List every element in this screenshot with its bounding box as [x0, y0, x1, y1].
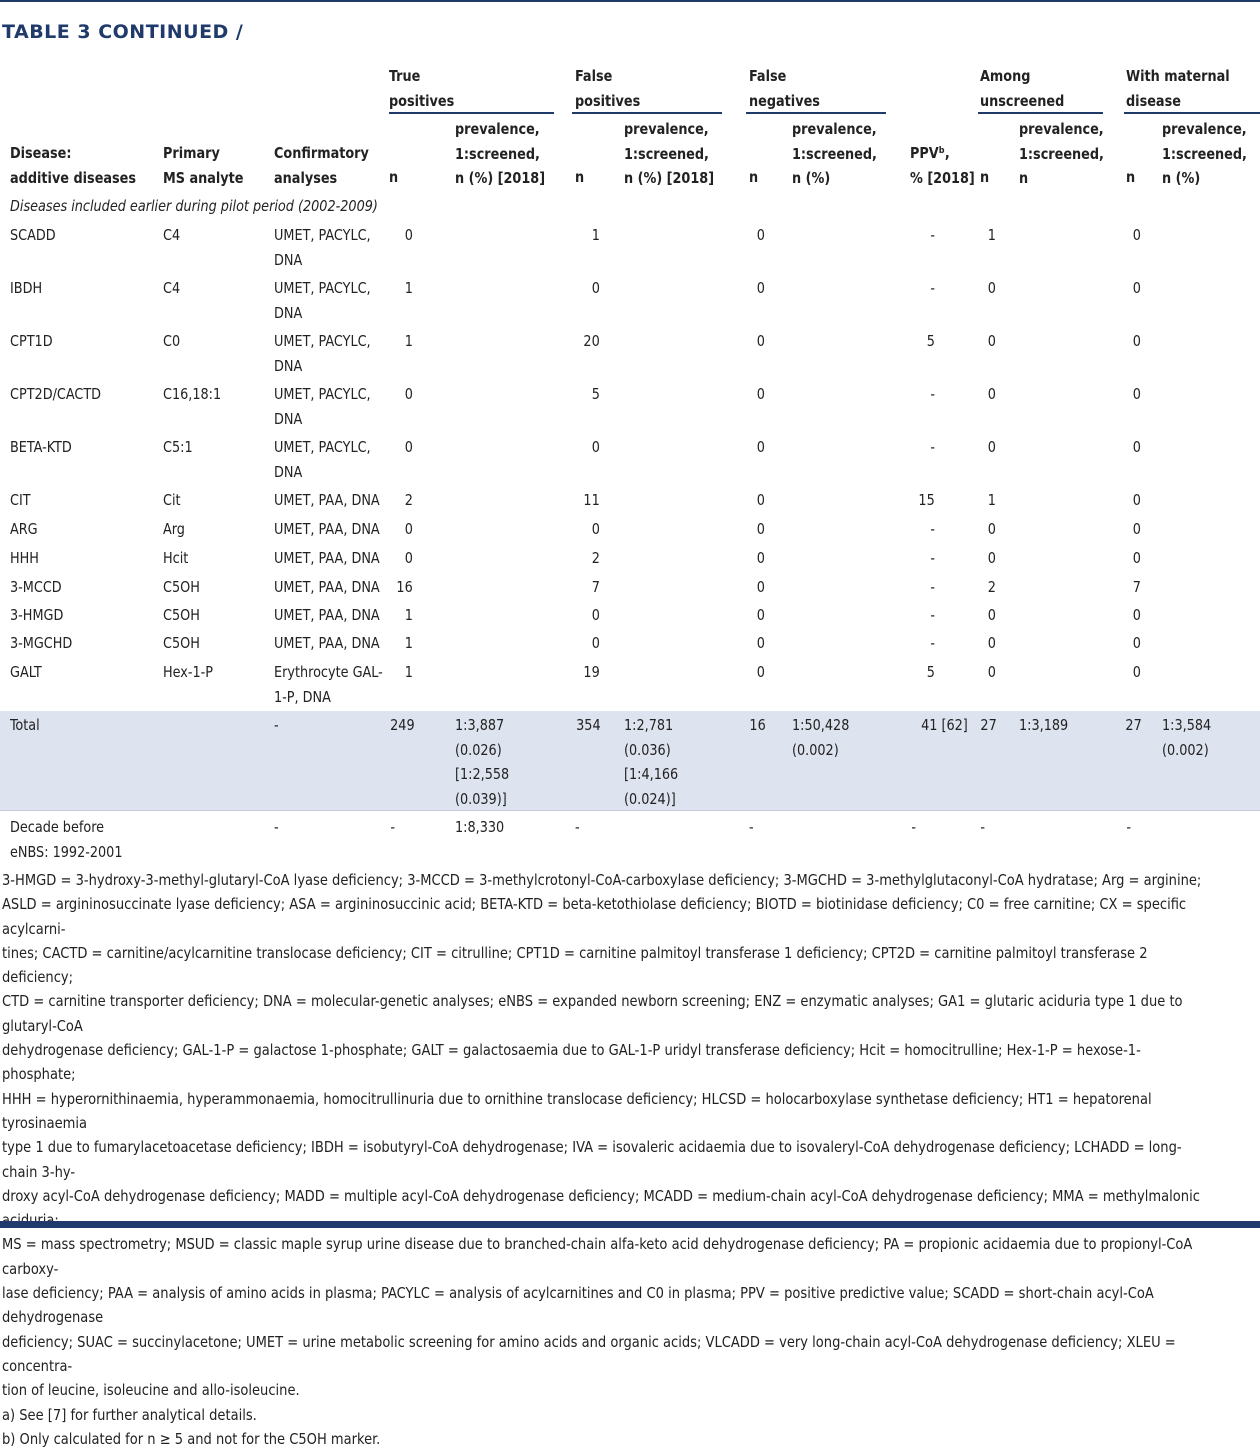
row-false-positives-n: 20	[583, 332, 600, 350]
abbreviation-line: dehydrogenase deficiency; GAL-1-P = galactose 1-phosphate; GALT = galactosaemia due to GAL-1-P uridyl transferase deficiency; Hcit = homocitrulline; Hex-1-P = hexose-1-phosphate;	[2, 1041, 1141, 1084]
row-unscreened-n: 1	[987, 491, 996, 509]
row-false-positives-n: 0	[591, 606, 600, 624]
row-true-positives-n: 16	[396, 578, 413, 596]
row-confirmatory-analyses: UMET, PAA, DNA	[274, 578, 380, 596]
row-disease-name: ARG	[10, 520, 38, 538]
row-disease-name: CPT2D/CACTD	[10, 385, 102, 403]
abbreviation-line: HHH = hyperornithinaemia, hyperammonaemia, homocitrullinuria due to ornithine translocase deficiency; HLCSD = holocarboxylase synthetase deficiency; HT1 = hepatorenal tyrosinaemia	[2, 1089, 1152, 1132]
row-disease-name: 3-MCCD	[10, 578, 62, 596]
group-header-false-positives: False positives	[575, 67, 641, 110]
col-header-maternal-n: n	[1126, 168, 1136, 186]
row-primary-analyte: Cit	[163, 491, 181, 509]
row-false-negatives-n: 0	[756, 634, 765, 652]
row-unscreened-n: 0	[987, 634, 996, 652]
col-header-confirmatory-analyses: Confirmatory analyses	[274, 144, 369, 187]
col-header-maternal-prevalence: prevalence, 1:screened, n (%)	[1162, 120, 1247, 187]
section-label-pilot-period: Diseases included earlier during pilot period (2002-2009)	[10, 197, 378, 215]
group-underline-false-positives	[572, 112, 722, 114]
row-false-positives-n: 1	[591, 226, 600, 244]
row-disease-name: BETA-KTD	[10, 438, 72, 456]
total-maternal-prevalence: 1:3,584 (0.002)	[1162, 716, 1212, 759]
total-label: Total	[10, 716, 40, 734]
col-header-fn-n: n	[749, 168, 759, 186]
row-false-negatives-n: 0	[756, 438, 765, 456]
col-header-disease: Disease: additive diseases	[10, 144, 137, 187]
row-disease-name: CIT	[10, 491, 31, 509]
row-unscreened-n: 0	[987, 663, 996, 681]
row-maternal-n: 0	[1132, 520, 1141, 538]
row-maternal-n: 0	[1132, 634, 1141, 652]
abbreviation-line: MS = mass spectrometry; MSUD = classic maple syrup urine disease due to branched-chain alfa-keto acid dehydrogenase deficiency; PA = propionic acidaemia due to propionyl-CoA carboxy-	[2, 1235, 1193, 1278]
row-unscreened-n: 2	[987, 578, 996, 596]
col-header-tp-prevalence: prevalence, 1:screened, n (%) [2018]	[455, 120, 546, 187]
decade-false-negatives-n: -	[749, 818, 754, 836]
group-underline-true-positives	[389, 112, 554, 114]
footnotes	[2, 868, 1211, 1451]
row-disease-name: 3-MGCHD	[10, 634, 73, 652]
row-unscreened-n: 0	[987, 606, 996, 624]
col-header-primary-ms-analyte: Primary MS analyte	[163, 144, 244, 187]
group-underline-among-unscreened	[978, 112, 1103, 114]
col-header-unscreened-n: n	[980, 168, 990, 186]
row-disease-name: GALT	[10, 663, 42, 681]
col-header-fp-prevalence: prevalence, 1:screened, n (%) [2018]	[624, 120, 715, 187]
row-false-positives-n: 19	[583, 663, 600, 681]
row-false-positives-n: 11	[583, 491, 600, 509]
group-header-among-unscreened: Among unscreened	[980, 67, 1065, 110]
row-true-positives-n: 1	[404, 332, 413, 350]
abbreviation-line: ASLD = argininosuccinate lyase deficiency; ASA = argininosuccinic acid; BETA-KTD = beta-ketothiolase deficiency; BIOTD = biotinidase deficiency; C0 = free carnitine; CX = specific acylcarni-	[2, 895, 1187, 938]
row-primary-analyte: C4	[163, 226, 181, 244]
row-disease-name: SCADD	[10, 226, 56, 244]
group-header-true-positives: True positives	[389, 67, 455, 110]
row-ppv: 5	[926, 663, 935, 681]
row-confirmatory-analyses: UMET, PACYLC, DNA	[274, 332, 371, 375]
row-confirmatory-analyses: UMET, PAA, DNA	[274, 634, 380, 652]
row-maternal-n: 7	[1132, 578, 1141, 596]
decade-prevalence: 1:8,330	[455, 818, 505, 836]
row-true-positives-n: 1	[404, 606, 413, 624]
row-true-positives-n: 0	[404, 226, 413, 244]
row-primary-analyte: C16,18:1	[163, 385, 222, 403]
row-false-negatives-n: 0	[756, 491, 765, 509]
row-confirmatory-analyses: UMET, PACYLC, DNA	[274, 438, 371, 481]
row-maternal-n: 0	[1132, 438, 1141, 456]
row-ppv: 5	[926, 332, 935, 350]
row-confirmatory-analyses: UMET, PACYLC, DNA	[274, 279, 371, 322]
group-underline-with-maternal-disease	[1124, 112, 1260, 114]
col-header-fn-prevalence: prevalence, 1:screened, n (%)	[792, 120, 877, 187]
total-unscreened-n: 27	[980, 716, 997, 734]
table-title: TABLE 3 CONTINUED /	[2, 21, 244, 43]
row-false-positives-n: 0	[591, 634, 600, 652]
row-maternal-n: 0	[1132, 279, 1141, 297]
abbreviation-line: deficiency; SUAC = succinylacetone; UMET = urine metabolic screening for amino acids and organic acids; VLCADD = very long-chain acyl-CoA dehydrogenase deficiency; XLEU = concentra-	[2, 1332, 1176, 1375]
decade-confirmatory: -	[274, 818, 279, 836]
row-unscreened-n: 0	[987, 385, 996, 403]
total-true-positives-n: 249	[390, 716, 415, 734]
row-true-positives-n: 1	[404, 663, 413, 681]
row-confirmatory-analyses: UMET, PAA, DNA	[274, 549, 380, 567]
row-ppv: -	[930, 606, 935, 624]
decade-false-positives-n: -	[575, 818, 580, 836]
top-rule	[0, 0, 1260, 2]
row-unscreened-n: 0	[987, 549, 996, 567]
row-confirmatory-analyses: UMET, PAA, DNA	[274, 520, 380, 538]
group-header-false-negatives: False negatives	[749, 67, 820, 110]
row-primary-analyte: C5OH	[163, 634, 200, 652]
row-primary-analyte: C5:1	[163, 438, 193, 456]
decade-ppv: -	[911, 818, 916, 836]
row-disease-name: CPT1D	[10, 332, 53, 350]
row-false-positives-n: 0	[591, 520, 600, 538]
row-disease-name: HHH	[10, 549, 39, 567]
row-disease-name: IBDH	[10, 279, 43, 297]
row-false-positives-n: 2	[591, 549, 600, 567]
row-false-negatives-n: 0	[756, 332, 765, 350]
abbreviation-line: droxy acyl-CoA dehydrogenase deficiency; MADD = multiple acyl-CoA dehydrogenase deficiency; MCADD = medium-chain acyl-CoA dehydrogenase deficiency; MMA = methylmalonic	[2, 1186, 1200, 1205]
total-true-positives-prevalence: 1:3,887 (0.026) [1:2,558 (0.039)]	[455, 716, 510, 808]
abbreviation-line: CTD = carnitine transporter deficiency; DNA = molecular-genetic analyses; eNBS = expanded newborn screening; ENZ = enzymatic analyses; GA1 = glutaric aciduria type 1 due to glutaryl-CoA	[2, 992, 1183, 1035]
row-maternal-n: 0	[1132, 549, 1141, 567]
total-unscreened-prevalence: 1:3,189	[1019, 716, 1069, 734]
bottom-rule	[0, 1221, 1260, 1228]
row-unscreened-n: 0	[987, 520, 996, 538]
decade-label: Decade before eNBS: 1992-2001	[10, 818, 123, 861]
row-false-negatives-n: 0	[756, 549, 765, 567]
row-ppv: -	[930, 279, 935, 297]
row-ppv: -	[930, 226, 935, 244]
row-confirmatory-analyses: UMET, PAA, DNA	[274, 491, 380, 509]
row-false-negatives-n: 0	[756, 520, 765, 538]
row-true-positives-n: 0	[404, 549, 413, 567]
decade-true-positives-n: -	[390, 818, 395, 836]
row-maternal-n: 0	[1132, 663, 1141, 681]
footnote-marker-line: b) Only calculated for n ≥ 5 and not for the C5OH marker.	[2, 1429, 381, 1448]
col-header-tp-n: n	[389, 168, 399, 186]
row-maternal-n: 0	[1132, 385, 1141, 403]
abbreviation-line: type 1 due to fumarylacetoacetase deficiency; IBDH = isobutyryl-CoA dehydrogenase; IVA = isovaleric acidaemia due to isovaleryl-CoA dehydrogenase deficiency; LCHADD = long-chain 3-hy-	[2, 1138, 1182, 1181]
row-confirmatory-analyses: UMET, PACYLC, DNA	[274, 385, 371, 428]
total-false-positives-n: 354	[576, 716, 601, 734]
row-unscreened-n: 0	[987, 279, 996, 297]
row-false-negatives-n: 0	[756, 226, 765, 244]
total-maternal-n: 27	[1125, 716, 1142, 734]
total-false-negatives-n: 16	[749, 716, 766, 734]
row-ppv: -	[930, 438, 935, 456]
col-header-ppv: PPVᵇ, % [2018]	[910, 144, 975, 187]
total-ppv: 41 [62]	[921, 716, 968, 734]
row-confirmatory-analyses: UMET, PAA, DNA	[274, 606, 380, 624]
row-ppv: 15	[918, 491, 935, 509]
col-header-unscreened-prevalence: prevalence, 1:screened, n	[1019, 120, 1104, 187]
row-false-positives-n: 0	[591, 438, 600, 456]
col-header-fp-n: n	[575, 168, 585, 186]
row-confirmatory-analyses: Erythrocyte GAL- 1-P, DNA	[274, 663, 383, 706]
row-false-negatives-n: 0	[756, 578, 765, 596]
abbreviation-line: 3-HMGD = 3-hydroxy-3-methyl-glutaryl-CoA lyase deficiency; 3-MCCD = 3-methylcrotonyl-CoA-carboxylase deficiency; 3-MGCHD = 3-methylglutaconyl-CoA hydratase; Arg = arginine;	[2, 871, 1202, 889]
row-maternal-n: 0	[1132, 606, 1141, 624]
abbreviation-line: tion of leucine, isoleucine and allo-isoleucine.	[2, 1381, 300, 1400]
row-primary-analyte: Hcit	[163, 549, 189, 567]
abbreviation-line: tines; CACTD = carnitine/acylcarnitine translocase deficiency; CIT = citrulline; CPT1D = carnitine palmitoyl transferase 1 deficiency; CPT2D = carnitine palmitoyl transferase 2 deficiency;	[2, 943, 1148, 987]
row-primary-analyte: C5OH	[163, 578, 200, 596]
row-true-positives-n: 2	[404, 491, 413, 509]
total-confirmatory: -	[274, 716, 279, 734]
footnote-marker-line: a) See [7] for further analytical details.	[2, 1405, 257, 1424]
row-primary-analyte: Hex-1-P	[163, 663, 214, 681]
row-false-negatives-n: 0	[756, 663, 765, 681]
total-false-negatives-prevalence: 1:50,428 (0.002)	[792, 716, 850, 759]
row-maternal-n: 0	[1132, 332, 1141, 350]
row-true-positives-n: 0	[404, 438, 413, 456]
row-confirmatory-analyses: UMET, PACYLC, DNA	[274, 226, 371, 269]
row-false-negatives-n: 0	[756, 385, 765, 403]
row-true-positives-n: 1	[404, 634, 413, 652]
row-true-positives-n: 1	[404, 279, 413, 297]
abbreviation-line: lase deficiency; PAA = analysis of amino acids in plasma; PACYLC = analysis of acylcarnitines and C0 in plasma; PPV = positive predictive value; SCADD = short-chain acyl-CoA dehydrogenase	[2, 1284, 1154, 1327]
row-maternal-n: 0	[1132, 491, 1141, 509]
row-primary-analyte: C0	[163, 332, 181, 350]
row-unscreened-n: 0	[987, 332, 996, 350]
row-ppv: -	[930, 634, 935, 652]
row-true-positives-n: 0	[404, 385, 413, 403]
group-header-with-maternal-disease: With maternal disease	[1126, 67, 1230, 110]
row-false-positives-n: 0	[591, 279, 600, 297]
row-primary-analyte: C5OH	[163, 606, 200, 624]
row-ppv: -	[930, 549, 935, 567]
row-false-negatives-n: 0	[756, 606, 765, 624]
row-unscreened-n: 0	[987, 438, 996, 456]
row-disease-name: 3-HMGD	[10, 606, 64, 624]
total-false-positives-prevalence: 1:2,781 (0.036) [1:4,166 (0.024)]	[624, 716, 679, 808]
row-primary-analyte: C4	[163, 279, 181, 297]
row-unscreened-n: 1	[987, 226, 996, 244]
row-primary-analyte: Arg	[163, 520, 185, 538]
decade-maternal-n: -	[1126, 818, 1131, 836]
decade-unscreened-n: -	[980, 818, 985, 836]
row-ppv: -	[930, 520, 935, 538]
row-false-positives-n: 7	[591, 578, 600, 596]
group-underline-false-negatives	[746, 112, 886, 114]
row-false-negatives-n: 0	[756, 279, 765, 297]
row-ppv: -	[930, 578, 935, 596]
row-maternal-n: 0	[1132, 226, 1141, 244]
row-true-positives-n: 0	[404, 520, 413, 538]
row-false-positives-n: 5	[591, 385, 600, 403]
row-ppv: -	[930, 385, 935, 403]
